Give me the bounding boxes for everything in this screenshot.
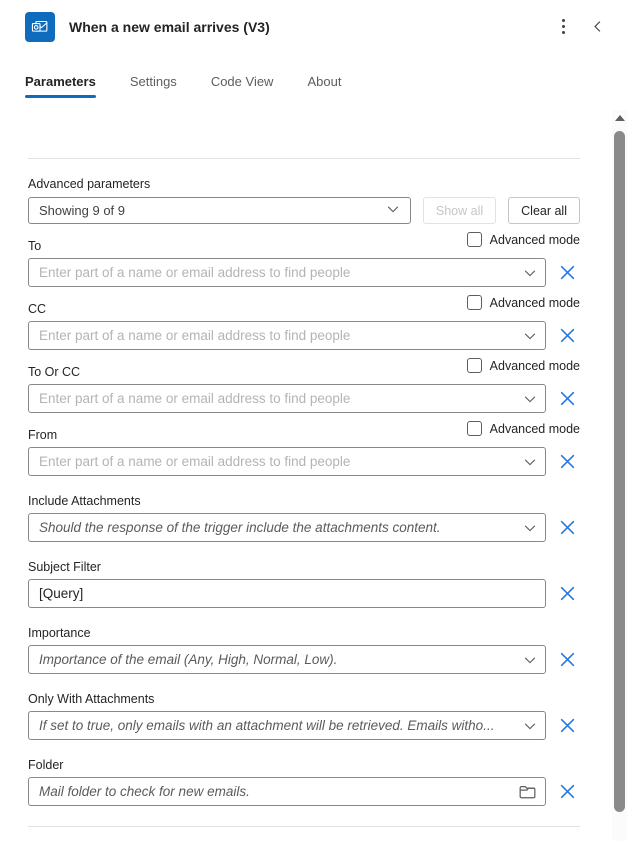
chevron-down-icon[interactable]: [523, 719, 537, 733]
field-label: From: [28, 428, 58, 442]
remove-to-or-cc-button[interactable]: [554, 386, 580, 412]
field-from-input[interactable]: [28, 447, 546, 476]
panel-header: [0, 0, 631, 44]
remove-field-icon: [559, 585, 576, 602]
field-include-attachments-input[interactable]: [28, 513, 546, 542]
remove-field-icon: [559, 453, 576, 470]
field-only-with-attachments-input[interactable]: [28, 711, 546, 740]
remove-field-icon: [559, 327, 576, 344]
outlook-icon: [25, 12, 55, 42]
tab-about[interactable]: About: [307, 74, 342, 89]
remove-from-button[interactable]: [554, 449, 580, 475]
parameters-section: [0, 177, 631, 827]
showing-parameters-value: Showing 9 of 9: [39, 203, 126, 218]
field-label: Only With Attachments: [28, 692, 155, 706]
field-row: [28, 513, 580, 542]
advanced-mode-checkbox[interactable]: [467, 421, 482, 436]
field-row: [28, 579, 580, 608]
field-label: Folder: [28, 758, 64, 772]
advanced-mode-toggle-to[interactable]: [467, 232, 580, 247]
remove-subject-filter-button[interactable]: [554, 581, 580, 607]
remove-only-with-attachments-button[interactable]: [554, 713, 580, 739]
section-divider: [28, 826, 580, 827]
field-label: To: [28, 239, 42, 253]
field-row: [28, 645, 580, 674]
field-header: [28, 295, 580, 317]
field-label: Subject Filter: [28, 560, 101, 574]
remove-field-icon: [559, 519, 576, 536]
field-to: [28, 232, 580, 287]
advanced-mode-toggle-to-or-cc[interactable]: [467, 358, 580, 373]
showing-parameters-dropdown[interactable]: [28, 197, 411, 224]
chevron-down-icon[interactable]: [523, 266, 537, 280]
folder-icon[interactable]: [518, 784, 537, 800]
show-all-button[interactable]: Show all: [423, 197, 496, 224]
field-label: Importance: [28, 626, 91, 640]
field-include-attachments: [28, 492, 580, 542]
remove-field-icon: [559, 783, 576, 800]
field-to-or-cc-input[interactable]: [28, 384, 546, 413]
field-label: To Or CC: [28, 365, 81, 379]
chevron-down-icon[interactable]: [523, 392, 537, 406]
field-subject-filter-input[interactable]: [28, 579, 546, 608]
remove-field-icon: [559, 390, 576, 407]
field-header: [28, 690, 580, 707]
tab-parameters[interactable]: Parameters: [25, 74, 96, 98]
field-subject-filter: [28, 558, 580, 608]
trigger-title: When a new email arrives (V3): [69, 18, 270, 35]
field-header: [28, 492, 580, 509]
remove-field-icon: [559, 264, 576, 281]
advanced-mode-label: Advanced mode: [489, 295, 580, 310]
fields-container: [28, 232, 580, 806]
field-folder: [28, 756, 580, 806]
advanced-mode-checkbox[interactable]: [467, 358, 482, 373]
scrollbar-thumb[interactable]: [614, 131, 625, 812]
scroll-up-icon[interactable]: [612, 110, 627, 126]
field-to-or-cc: [28, 358, 580, 413]
advanced-mode-toggle-from[interactable]: [467, 421, 580, 436]
advanced-mode-label: Advanced mode: [489, 421, 580, 436]
tab-settings[interactable]: Settings: [129, 74, 177, 89]
field-header: [28, 358, 580, 380]
chevron-down-icon[interactable]: [523, 455, 537, 469]
field-importance: [28, 624, 580, 674]
field-label: CC: [28, 302, 47, 316]
remove-field-icon: [559, 717, 576, 734]
remove-cc-button[interactable]: [554, 323, 580, 349]
remove-folder-button[interactable]: [554, 779, 580, 805]
remove-include-attachments-button[interactable]: [554, 515, 580, 541]
tab-code-view[interactable]: Code View: [210, 74, 274, 89]
chevron-down-icon[interactable]: [523, 329, 537, 343]
field-from: [28, 421, 580, 476]
advanced-mode-toggle-cc[interactable]: [467, 295, 580, 310]
advanced-parameters-controls: [28, 197, 580, 224]
tab-bar: [25, 74, 631, 98]
field-row: [28, 258, 580, 287]
chevron-down-icon: [386, 202, 400, 219]
field-only-with-attachments: [28, 690, 580, 740]
chevron-down-icon[interactable]: [523, 521, 537, 535]
section-divider: [28, 158, 580, 159]
advanced-mode-label: Advanced mode: [489, 358, 580, 373]
field-header: [28, 624, 580, 641]
more-options-icon[interactable]: [551, 15, 575, 39]
field-folder-input[interactable]: [28, 777, 546, 806]
advanced-mode-checkbox[interactable]: [467, 295, 482, 310]
advanced-mode-label: Advanced mode: [489, 232, 580, 247]
remove-field-icon: [559, 651, 576, 668]
field-header: [28, 421, 580, 443]
field-importance-input[interactable]: [28, 645, 546, 674]
scrollbar[interactable]: [612, 110, 627, 841]
clear-all-button[interactable]: Clear all: [508, 197, 580, 224]
field-header: [28, 232, 580, 254]
field-row: [28, 321, 580, 350]
field-row: [28, 777, 580, 806]
advanced-mode-checkbox[interactable]: [467, 232, 482, 247]
collapse-panel-icon[interactable]: [585, 15, 609, 39]
field-row: [28, 384, 580, 413]
field-row: [28, 711, 580, 740]
field-label: Include Attachments: [28, 494, 141, 508]
field-to-input[interactable]: [28, 258, 546, 287]
field-row: [28, 447, 580, 476]
field-header: [28, 558, 580, 575]
field-cc: [28, 295, 580, 350]
field-header: [28, 756, 580, 773]
remove-to-button[interactable]: [554, 260, 580, 286]
advanced-parameters-label: Advanced parameters: [28, 177, 151, 191]
field-cc-input[interactable]: [28, 321, 546, 350]
remove-importance-button[interactable]: [554, 647, 580, 673]
chevron-down-icon[interactable]: [523, 653, 537, 667]
